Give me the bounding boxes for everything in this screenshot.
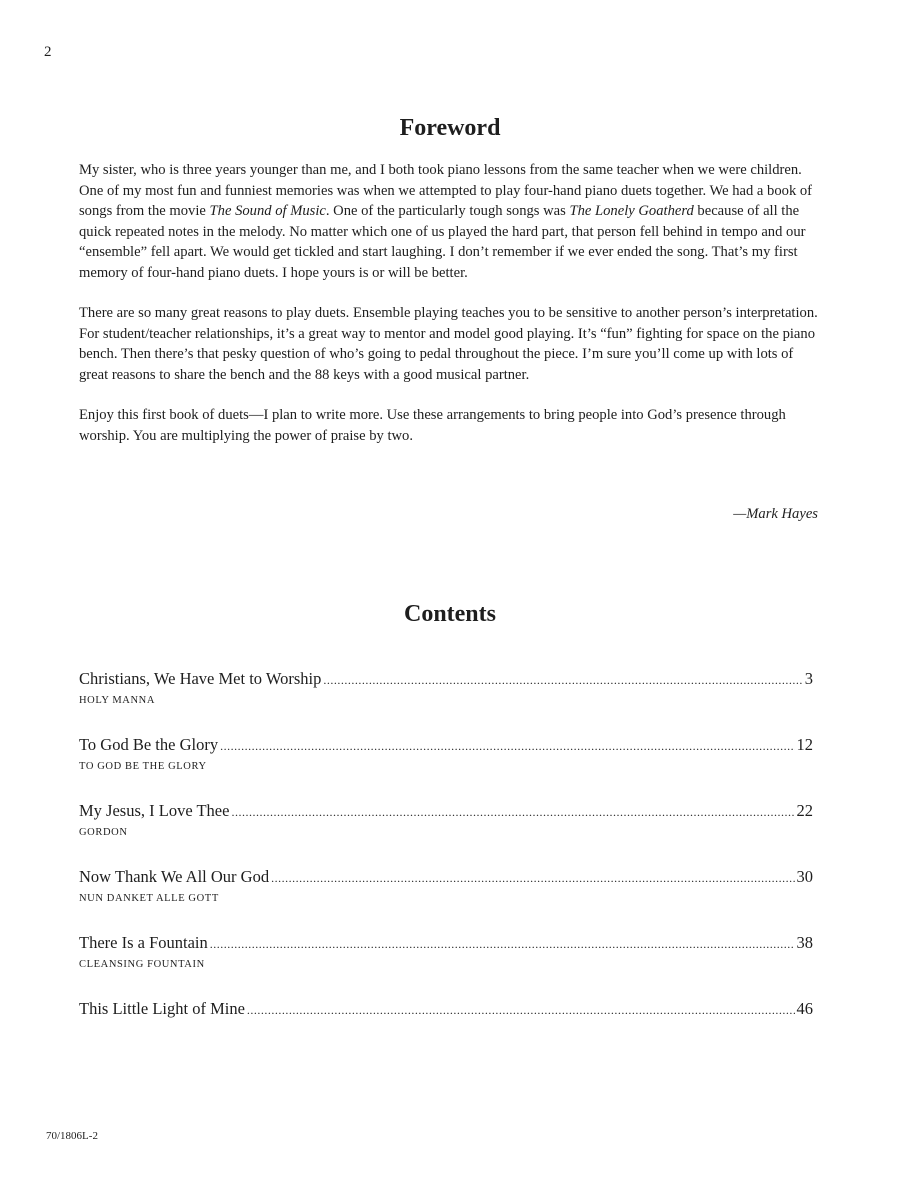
foreword-paragraph <box>79 303 824 385</box>
toc-line <box>79 800 813 823</box>
toc-entry[interactable] <box>79 668 813 734</box>
toc-entry[interactable] <box>79 734 813 800</box>
toc-line <box>79 668 813 691</box>
toc-tune-name: NUN DANKET ALLE GOTT <box>79 893 219 904</box>
signature: —Mark Hayes <box>733 506 818 522</box>
text-run: . One of the particularly tough songs was <box>325 203 570 219</box>
text-run: because of all the quick repeated notes in the melody. No matter which one of us played the hard part, that person fell behind in tempo and our “ensemble” fell apart. We would get tickled and start laughing. I don’t remember if we ever ended the song. That’s my first memory of four-hand piano duets. I hope yours is or will be better. <box>79 203 806 281</box>
foreword-paragraph <box>79 160 824 283</box>
toc-tune-name: HOLY MANNA <box>79 695 156 706</box>
text-run: My sister, who is three years younger than me, and I both took piano lessons from the same teacher when we were children. One of my most fun and funniest memories was when we attempted to play four-hand piano duets together. We had a book of songs from the movie <box>79 162 813 219</box>
toc-line <box>79 998 813 1021</box>
dot-leader <box>231 801 794 823</box>
toc-line <box>79 734 813 757</box>
toc-page-number: 12 <box>796 735 813 754</box>
toc-line <box>79 932 813 955</box>
toc-tune-name: CLEANSING FOUNTAIN <box>79 959 205 970</box>
page-number: 2 <box>44 44 52 60</box>
toc-title: This Little Light of Mine <box>79 999 245 1018</box>
toc-page-number: 38 <box>796 933 813 952</box>
italic-title: The Lonely Goatherd <box>569 203 694 219</box>
toc-page-number: 30 <box>796 867 813 886</box>
toc-title: Now Thank We All Our God <box>79 867 270 886</box>
foreword-body <box>79 160 824 466</box>
toc-entry[interactable] <box>79 800 813 866</box>
toc-entry[interactable] <box>79 998 813 1064</box>
toc-title: There Is a Fountain <box>79 933 208 952</box>
dot-leader <box>323 669 802 691</box>
toc-entry[interactable] <box>79 932 813 998</box>
toc-page-number: 3 <box>804 669 813 688</box>
toc-page-number: 46 <box>796 999 813 1018</box>
toc-title: To God Be the Glory <box>79 735 219 754</box>
dot-leader <box>271 867 794 889</box>
dot-leader <box>220 735 794 757</box>
dot-leader <box>210 933 795 955</box>
toc-line <box>79 866 813 889</box>
foreword-title: Foreword <box>399 115 501 141</box>
dot-leader <box>247 999 795 1021</box>
footer-code: 70/1806L-2 <box>46 1130 98 1142</box>
italic-title: The Sound of Music <box>209 203 326 219</box>
contents-title: Contents <box>403 601 496 627</box>
toc-entry[interactable] <box>79 866 813 932</box>
toc-title: Christians, We Have Met to Worship <box>79 669 322 688</box>
toc-tune-name: TO GOD BE THE GLORY <box>79 761 207 772</box>
text-run: Enjoy this first book of duets—I plan to write more. Use these arrangements to bring people into God’s presence through worship. You are multiplying the power of praise by two. <box>79 407 786 444</box>
toc-title: My Jesus, I Love Thee <box>79 801 230 820</box>
toc-tune-name: GORDON <box>79 827 128 838</box>
text-run: There are so many great reasons to play duets. Ensemble playing teaches you to be sensitive to another person’s interpretation. For student/teacher relationships, it’s a great way to mentor and model good playing. It’s “fun” fighting for space on the piano bench. Then there’s that pesky question of who’s going to pedal throughout the piece. I’m sure you’ll come up with lots of great reasons to share the bench and the 88 keys with a good musical partner. <box>79 305 818 383</box>
foreword-paragraph <box>79 405 824 446</box>
toc-page-number: 22 <box>796 801 813 820</box>
table-of-contents <box>79 668 813 1064</box>
